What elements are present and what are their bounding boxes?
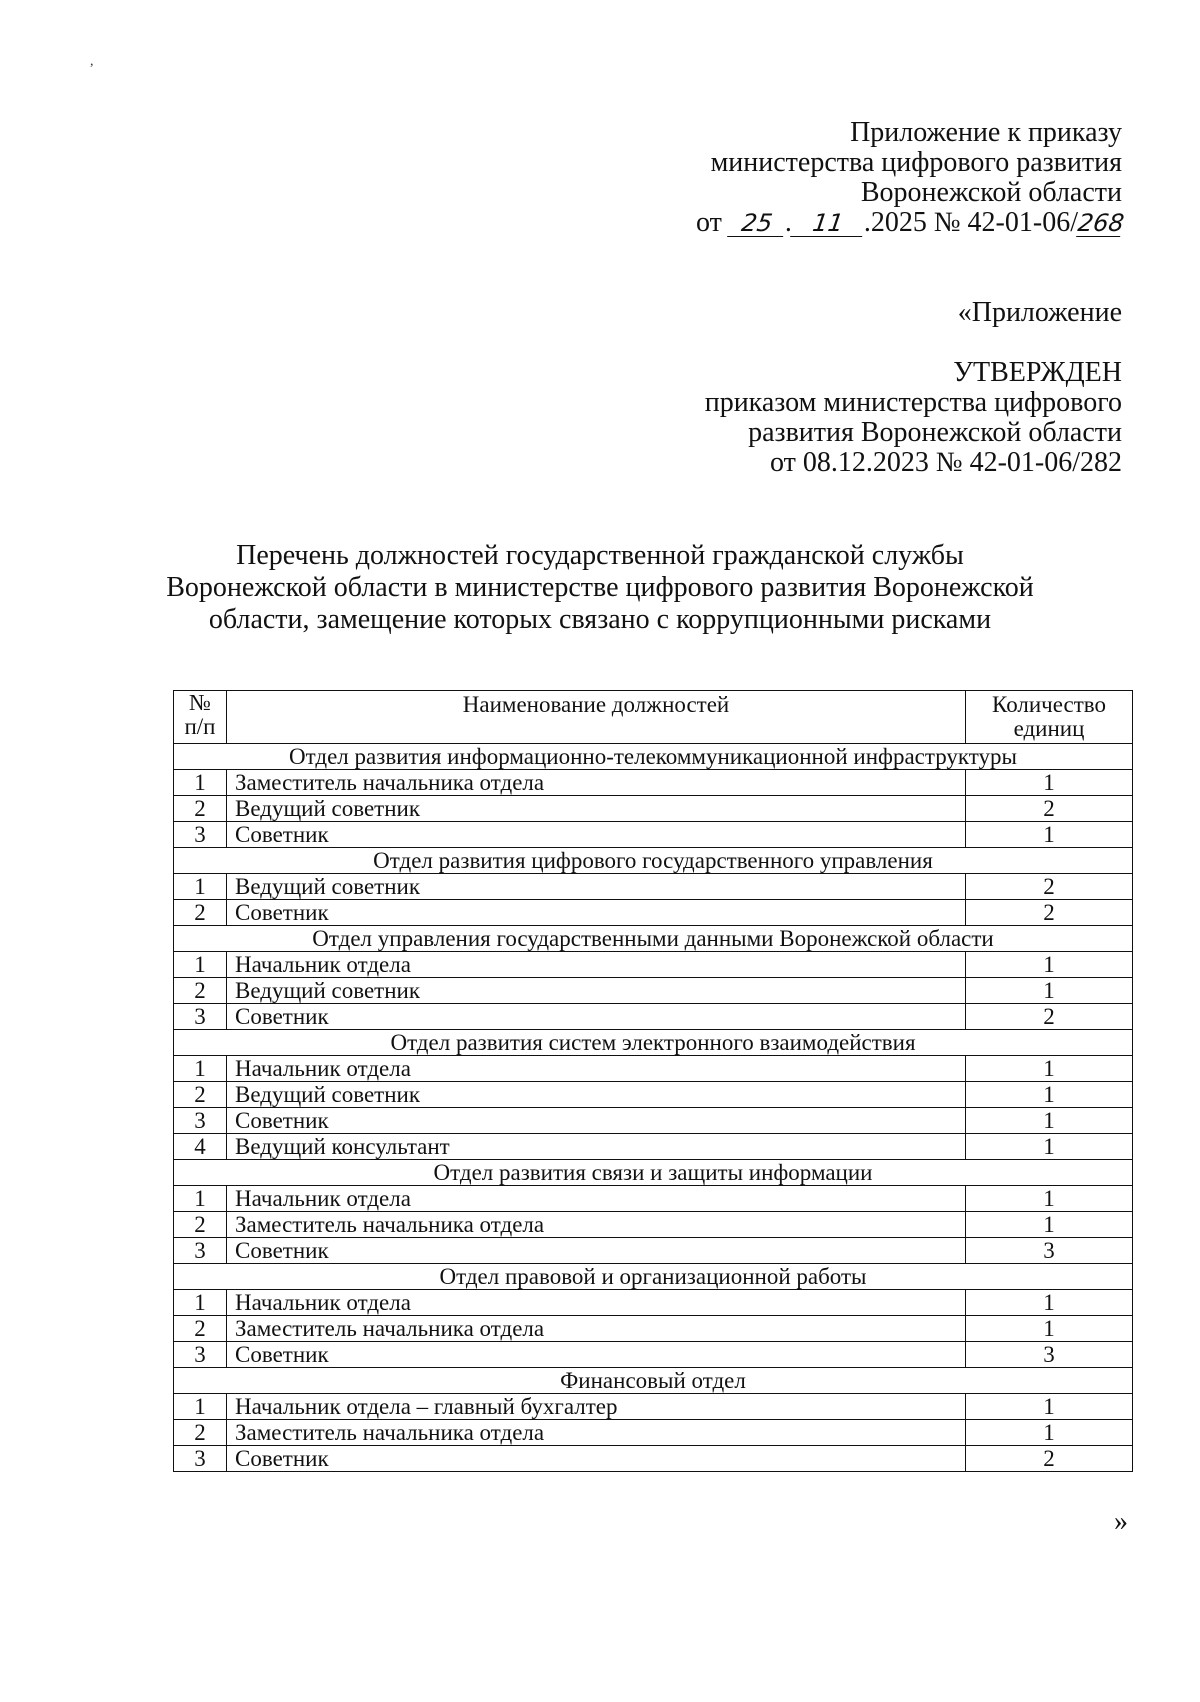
row-number: 3 (174, 822, 227, 848)
position-quantity: 1 (966, 952, 1133, 978)
table-row (174, 1342, 1133, 1368)
section-title: Финансовый отдел (174, 1368, 1133, 1394)
table-row (174, 874, 1133, 900)
section-title: Отдел развития связи и защиты информации (174, 1160, 1133, 1186)
position-name: Начальник отдела – главный бухгалтер (227, 1394, 966, 1420)
table-row (174, 952, 1133, 978)
position-quantity: 1 (966, 1186, 1133, 1212)
table-row (174, 1082, 1133, 1108)
table-row (174, 1238, 1133, 1264)
appendix-label: «Приложение (957, 297, 1122, 328)
position-name: Советник (227, 1004, 966, 1030)
row-number: 1 (174, 1186, 227, 1212)
section-title: Отдел развития цифрового государственного управления (174, 848, 1133, 874)
table-row (174, 1056, 1133, 1082)
table-row (174, 1394, 1133, 1420)
table-row (174, 900, 1133, 926)
positions-table (173, 690, 1133, 1472)
table-row (174, 1316, 1133, 1342)
approval-line-2: развития Воронежской области (748, 417, 1122, 448)
section-row (174, 1264, 1133, 1290)
position-name: Начальник отдела (227, 952, 966, 978)
position-quantity: 1 (966, 1108, 1133, 1134)
position-name: Ведущий советник (227, 874, 966, 900)
position-quantity: 1 (966, 978, 1133, 1004)
row-number: 1 (174, 1394, 227, 1420)
position-quantity: 1 (966, 770, 1133, 796)
row-number: 3 (174, 1108, 227, 1134)
section-row (174, 1160, 1133, 1186)
order-year-number: .2025 № 42-01-06/ (863, 207, 1078, 238)
table-row (174, 1004, 1133, 1030)
position-quantity: 1 (966, 1290, 1133, 1316)
row-number: 1 (174, 770, 227, 796)
position-quantity: 1 (966, 822, 1133, 848)
section-row (174, 926, 1133, 952)
row-number: 1 (174, 952, 227, 978)
position-quantity: 1 (966, 1394, 1133, 1420)
handwritten-day: 25 (727, 210, 787, 237)
position-quantity: 1 (966, 1134, 1133, 1160)
position-quantity: 1 (966, 1420, 1133, 1446)
position-name: Ведущий советник (227, 1082, 966, 1108)
position-name: Заместитель начальника отдела (227, 1316, 966, 1342)
position-quantity: 2 (966, 1446, 1133, 1472)
row-number: 3 (174, 1238, 227, 1264)
position-quantity: 1 (966, 1316, 1133, 1342)
document-title (150, 540, 1050, 636)
row-number: 1 (174, 1290, 227, 1316)
position-name: Начальник отдела (227, 1290, 966, 1316)
closing-quote: » (1114, 1506, 1128, 1537)
row-number: 2 (174, 1316, 227, 1342)
row-number: 1 (174, 874, 227, 900)
position-name: Заместитель начальника отдела (227, 1212, 966, 1238)
table-row (174, 1134, 1133, 1160)
position-name: Советник (227, 1446, 966, 1472)
position-name: Советник (227, 1238, 966, 1264)
section-title: Отдел развития информационно-телекоммуникационной инфраструктуры (174, 744, 1133, 770)
table-row (174, 1290, 1133, 1316)
position-name: Ведущий советник (227, 796, 966, 822)
position-name: Заместитель начальника отдела (227, 770, 966, 796)
position-quantity: 1 (966, 1082, 1133, 1108)
header-line-2: министерства цифрового развития (710, 147, 1122, 178)
header-num-line-2: п/п (184, 714, 216, 739)
section-title: Отдел развития систем электронного взаимодействия (174, 1030, 1133, 1056)
row-number: 3 (174, 1342, 227, 1368)
table-row (174, 1446, 1133, 1472)
row-number: 2 (174, 900, 227, 926)
order-header (695, 117, 1126, 238)
document-title-line-3: области, замещение которых связано с коррупционными рисками (208, 604, 992, 635)
row-number: 2 (174, 1212, 227, 1238)
table-row (174, 1420, 1133, 1446)
position-quantity: 2 (966, 1004, 1133, 1030)
document-title-line-2: Воронежской области в министерстве цифрового развития Воронежской (166, 572, 1034, 603)
order-prefix: от (695, 207, 722, 238)
approval-block (705, 358, 1122, 478)
approval-title: УТВЕРЖДЕН (953, 357, 1122, 388)
position-quantity: 3 (966, 1238, 1133, 1264)
table-row (174, 1212, 1133, 1238)
section-row (174, 848, 1133, 874)
header-qty (966, 691, 1133, 744)
approval-line-3: от 08.12.2023 № 42-01-06/282 (769, 447, 1122, 478)
row-number: 2 (174, 1420, 227, 1446)
table-row (174, 796, 1133, 822)
header-qty-line-1: Количество (992, 692, 1106, 717)
handwritten-order-number: 268 (1076, 209, 1126, 237)
header-num-line-1: № (189, 690, 211, 715)
position-name: Ведущий советник (227, 978, 966, 1004)
section-title: Отдел правовой и организационной работы (174, 1264, 1133, 1290)
row-number: 3 (174, 1004, 227, 1030)
position-quantity: 3 (966, 1342, 1133, 1368)
table-row (174, 822, 1133, 848)
section-row (174, 1368, 1133, 1394)
table-row (174, 770, 1133, 796)
header-name: Наименование должностей (227, 691, 966, 744)
table-row (174, 1186, 1133, 1212)
position-name: Советник (227, 1108, 966, 1134)
position-quantity: 1 (966, 1212, 1133, 1238)
position-name: Ведущий консультант (227, 1134, 966, 1160)
section-row (174, 1030, 1133, 1056)
position-name: Начальник отдела (227, 1056, 966, 1082)
section-title: Отдел управления государственными данными Воронежской области (174, 926, 1133, 952)
table-row (174, 978, 1133, 1004)
header-qty-line-2: единиц (1013, 716, 1085, 741)
section-row (174, 744, 1133, 770)
table-row (174, 1108, 1133, 1134)
position-name: Советник (227, 1342, 966, 1368)
scan-speck: , (90, 54, 94, 69)
position-quantity: 2 (966, 874, 1133, 900)
row-number: 2 (174, 978, 227, 1004)
row-number: 4 (174, 1134, 227, 1160)
approval-line-1: приказом министерства цифрового (704, 387, 1122, 418)
row-number: 2 (174, 796, 227, 822)
position-name: Заместитель начальника отдела (227, 1420, 966, 1446)
position-quantity: 2 (966, 796, 1133, 822)
header-num (174, 691, 227, 744)
position-quantity: 2 (966, 900, 1133, 926)
order-date-line: от 25 . 11 .2025 № 42-01-06/268 (695, 207, 1126, 238)
row-number: 1 (174, 1056, 227, 1082)
position-name: Начальник отдела (227, 1186, 966, 1212)
table-body (174, 744, 1133, 1472)
handwritten-month: 11 (790, 210, 866, 237)
position-name: Советник (227, 822, 966, 848)
position-name: Советник (227, 900, 966, 926)
header-line-1: Приложение к приказу (850, 117, 1122, 148)
position-quantity: 1 (966, 1056, 1133, 1082)
row-number: 2 (174, 1082, 227, 1108)
header-line-3: Воронежской области (860, 177, 1122, 208)
table-header-row (174, 691, 1133, 744)
row-number: 3 (174, 1446, 227, 1472)
document-title-line-1: Перечень должностей государственной гражданской службы (236, 540, 964, 571)
